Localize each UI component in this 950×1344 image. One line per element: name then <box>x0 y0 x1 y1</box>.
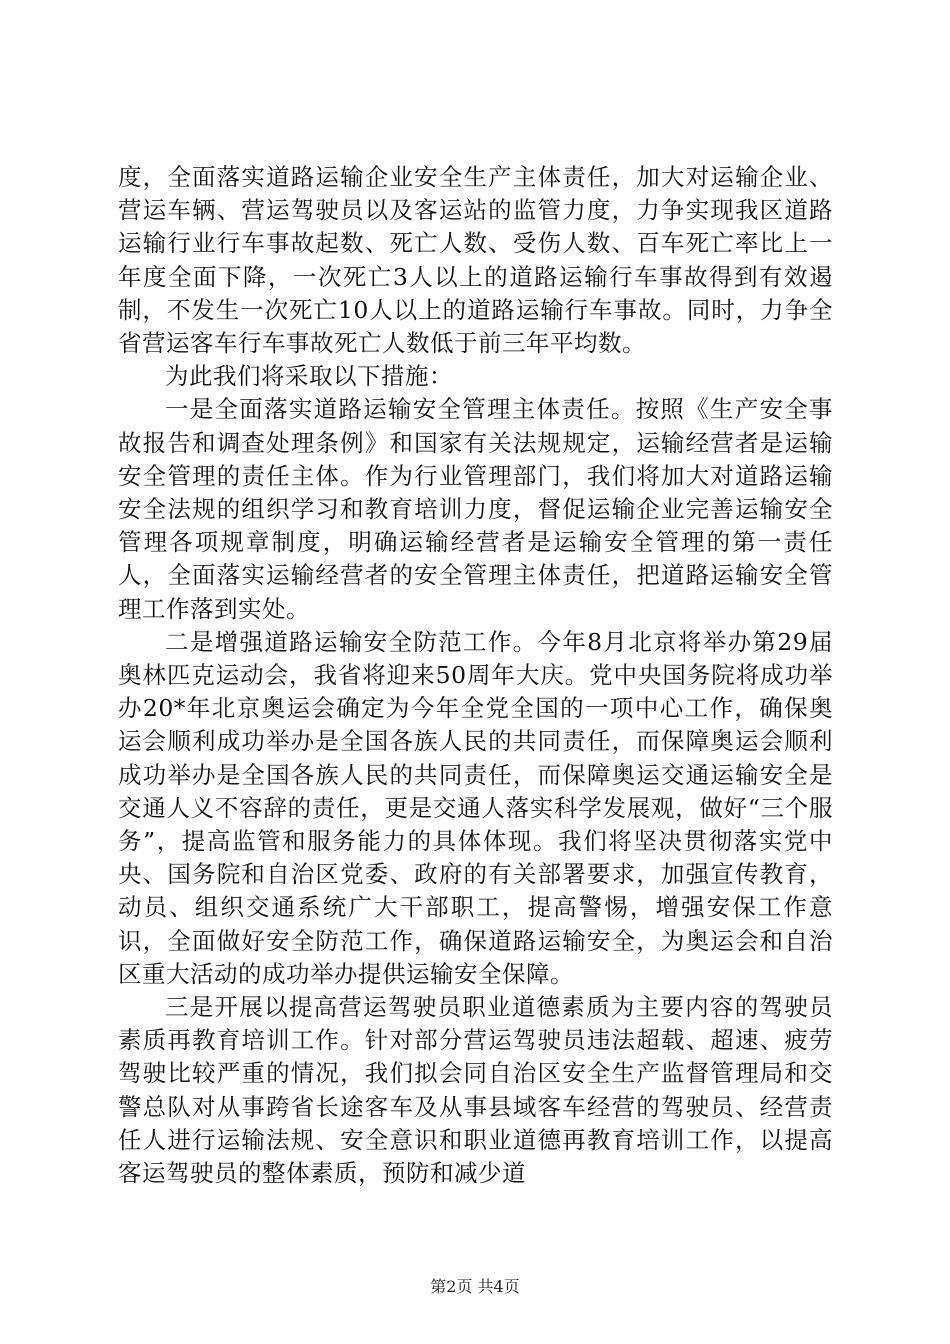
paragraph-4: 二是增强道路运输安全防范工作。今年8月北京将举办第29届奥林匹克运动会，我省将迎来50周年大庆。党中央国务院将成功举办20*年北京奥运会确定为今年全党全国的一项中心工作，确保奥运会顺利成功举办是全国各族人民的共同责任，而保障奥运会顺利成功举办是全国各族人民的共同责任，而保障奥运交通运输安全是交通人义不容辞的责任，更是交通人落实科学发展观，做好“三个服务”，提高监管和服务能力的具体体现。我们将坚决贯彻落实党中央、国务院和自治区党委、政府的有关部署要求，加强宣传教育，动员、组织交通系统广大干部职工，提高警惕，增强安保工作意识，全面做好安全防范工作，确保道路运输安全，为奥运会和自治区重大活动的成功举办提供运输安全保障。 <box>118 627 833 988</box>
paragraph-5: 三是开展以提高营运驾驶员职业道德素质为主要内容的驾驶员素质再教育培训工作。针对部分营运驾驶员违法超载、超速、疲劳驾驶比较严重的情况，我们拟会同自治区安全生产监督管理局和交警总队对从事跨省长途客车及从事县域客车经营的驾驶员、经营责任人进行运输法规、安全意识和职业道德再教育培训工作，以提高客运驾驶员的整体素质，预防和减少道 <box>118 993 833 1188</box>
paragraph-3: 一是全面落实道路运输安全管理主体责任。按照《生产安全事故报告和调查处理条例》和国家有关法规规定，运输经营者是运输安全管理的责任主体。作为行业管理部门，我们将加大对道路运输安全法规的组织学习和教育培训力度，督促运输企业完善运输安全管理各项规章制度，明确运输经营者是运输安全管理的第一责任人，全面落实运输经营者的安全管理主体责任，把道路运输安全管理工作落到实处。 <box>118 395 833 623</box>
document-body <box>118 161 833 1190</box>
page-number-footer: 第2页 共4页 <box>430 1277 520 1296</box>
paragraph-2: 为此我们将采取以下措施： <box>165 362 453 391</box>
paragraph-1: 度，全面落实道路运输企业安全生产主体责任，加大对运输企业、营运车辆、营运驾驶员以及客运站的监管力度，力争实现我区道路运输行业行车事故起数、死亡人数、受伤人数、百车死亡率比上一年度全面下降，一次死亡3人以上的道路运输行车事故得到有效遏制，不发生一次死亡10人以上的道路运输行车事故。同时，力争全省营运客车行车事故死亡人数低于前三年平均数。 <box>118 163 833 358</box>
